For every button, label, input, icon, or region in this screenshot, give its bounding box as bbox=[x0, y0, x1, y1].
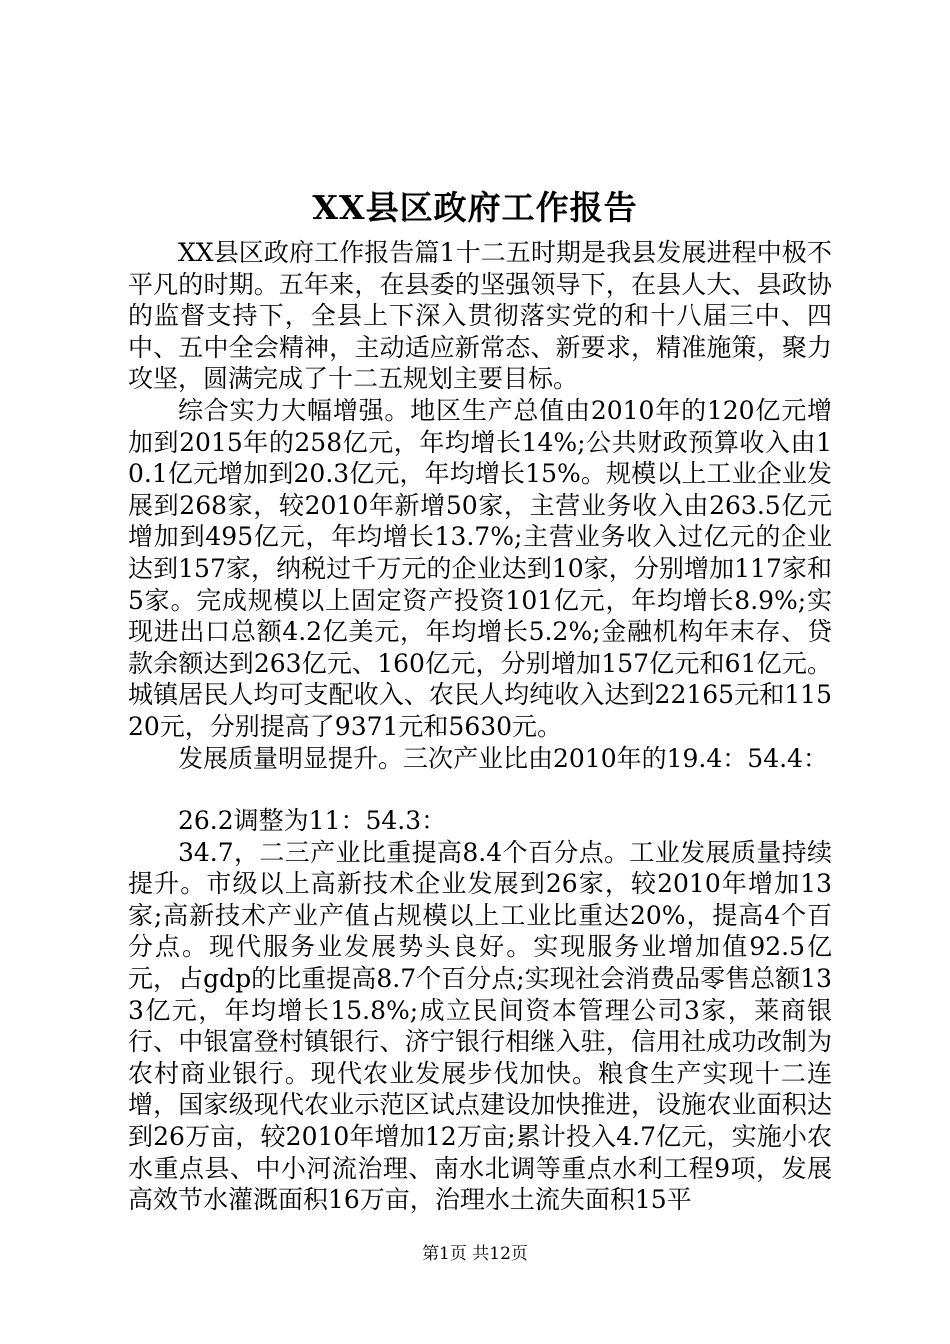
paragraph-ratio-adjustment: 26.2调整为11：54.3： bbox=[178, 806, 447, 836]
paragraph-quality-improvement: 发展质量明显提升。三次产业比由2010年的19.4：54.4： bbox=[178, 743, 828, 773]
document-title: XX县区政府工作报告 bbox=[312, 188, 638, 227]
paragraph-intro: XX县区政府工作报告篇1十二五时期是我县发展进程中极不平凡的时期。五年来，在县委的坚强领导下，在县人大、县政协的监督支持下，全县上下深入贯彻落实党的和十八届三中、四中、五中全会精神，主动适应新常态、新要求，精准施策，聚力攻坚，圆满完成了十二五规划主要目标。 bbox=[128, 238, 832, 394]
document-body bbox=[128, 237, 832, 1216]
paragraph-industry-details: 34.7，二三产业比重提高8.4个百分点。工业发展质量持续提升。市级以上高新技术企业发展到26家，较2010年增加13家;高新技术产业产值占规模以上工业比重达20%，提高4个百分点。现代服务业发展势头良好。实现服务业增加值92.5亿元，占gdp的比重提高8.7个百分点;实现社会消费品零售总额133亿元，年均增长15.8%;成立民间资本管理公司3家，莱商银行、中银富登村镇银行、济宁银行相继入驻，信用社成功改制为农村商业银行。现代农业发展步伐加快。粮食生产实现十二连增，国家级现代农业示范区试点建设加快推进，设施农业面积达到26万亩，较2010年增加12万亩;累计投入4.7亿元，实施小农水重点县、中小河流治理、南水北调等重点水利工程9项，发展高效节水灌溉面积16万亩，治理水土流失面积15平 bbox=[128, 837, 832, 1215]
page-number-footer: 第1页 共12页 bbox=[422, 1244, 528, 1264]
paragraph-overall-strength: 综合实力大幅增强。地区生产总值由2010年的120亿元增加到2015年的258亿元，年均增长14%;公共财政预算收入由10.1亿元增加到20.3亿元，年均增长15%。规模以上工业企业发展到268家，较2010年新增50家，主营业务收入由263.5亿元增加到495亿元，年均增长13.7%;主营业务收入过亿元的企业达到157家，纳税过千万元的企业达到10家，分别增加117家和5家。完成规模以上固定资产投资101亿元，年均增长8.9%;实现进出口总额4.2亿美元，年均增长5.2%;金融机构年末存、贷款余额达到263亿元、160亿元，分别增加157亿元和61亿元。城镇居民人均可支配收入、农民人均纯收入达到22165元和11520元，分别提高了9371元和5630元。 bbox=[128, 395, 832, 741]
